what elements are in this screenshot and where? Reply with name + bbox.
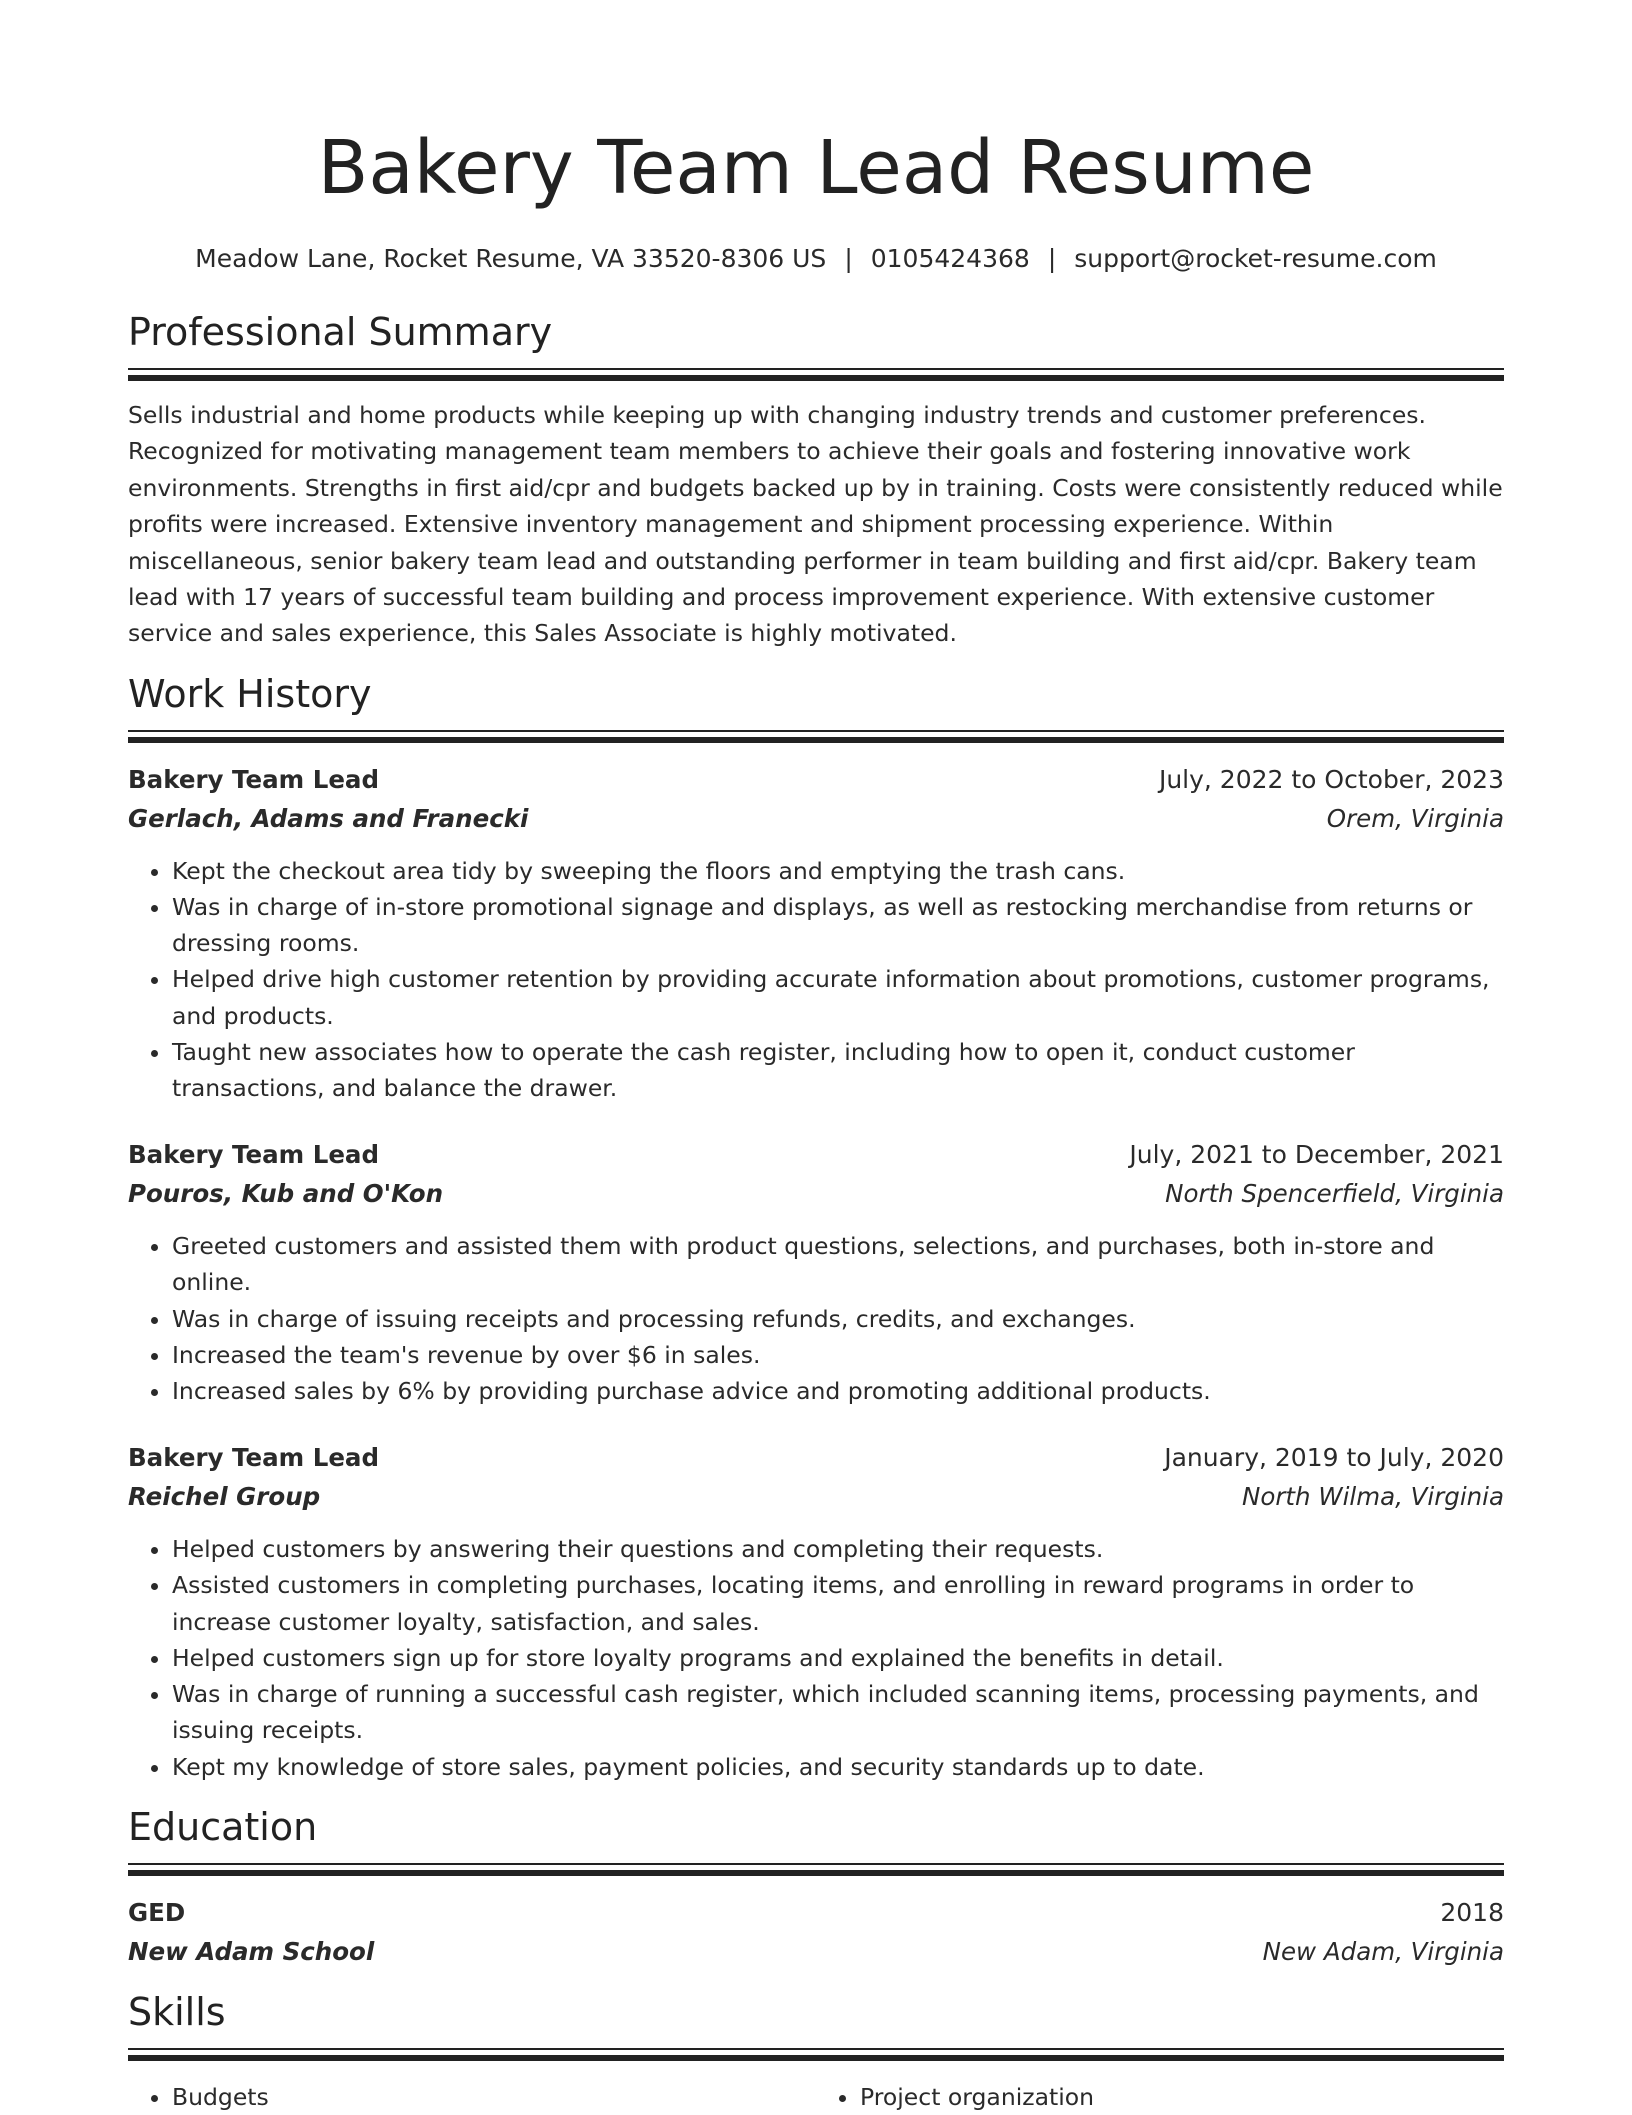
list-item: • Was in charge of issuing receipts and processing refunds, credits, and exchanges. [172, 1301, 1504, 1337]
job-bullets [128, 853, 1504, 1106]
list-item: • Greeted customers and assisted them with product questions, selections, and purchases, both in-store and online. [172, 1228, 1504, 1300]
education-degree: GED [128, 1897, 186, 1927]
work-history-section [128, 670, 1504, 1785]
summary-text: Sells industrial and home products while keeping up with changing industry trends and customer preferences. Recognized for motivating management team members to achieve their goals and fostering innovative work environments. Strengths in first aid/cpr and budgets backed up by in training. Costs were consistently reduced while profits were increased. Extensive inventory management and shipment processing experience. Within miscellaneous, senior bakery team lead and outstanding performer in team building and first aid/cpr. Bakery team lead with 17 years of successful team building and process improvement experience. With extensive customer service and sales experience, this Sales Associate is highly motivated. [128, 401, 1503, 648]
job-dates: January, 2019 to July, 2020 [1164, 1443, 1504, 1473]
list-item: • Increased sales by 6% by providing purchase advice and promoting additional products. [172, 1373, 1504, 1409]
education-entry [128, 1894, 1504, 1972]
list-item: • Increased the team's revenue by over $6 in sales. [172, 1337, 1504, 1373]
job-title: Bakery Team Lead [128, 1140, 380, 1170]
list-item: • Kept my knowledge of store sales, payment policies, and security standards up to date. [172, 1749, 1504, 1785]
list-item: • Helped customers by answering their questions and completing their requests. [172, 1531, 1504, 1567]
section-divider [128, 730, 1504, 743]
skills-column-left [128, 2079, 816, 2115]
list-item: • Kept the checkout area tidy by sweeping the floors and emptying the trash cans. [172, 853, 1504, 889]
list-item: • Assisted customers in completing purchases, locating items, and enrolling in reward programs in order to increase customer loyalty, satisfaction, and sales. [172, 1567, 1504, 1639]
education-school: New Adam School [128, 1936, 375, 1966]
resume-title: Bakery Team Lead Resume [317, 125, 1315, 211]
job-dates: July, 2021 to December, 2021 [1129, 1140, 1504, 1170]
contact-phone: 0105424368 [870, 244, 1030, 273]
education-heading: Education [128, 1804, 318, 1849]
job-location: North Spencerfield, Virginia [1165, 1179, 1504, 1209]
education-section [128, 1803, 1504, 1972]
education-year: 2018 [1440, 1897, 1504, 1927]
skills-section [128, 1988, 1504, 2115]
summary-heading: Professional Summary [128, 310, 553, 354]
job-bullets [128, 1228, 1504, 1409]
job-location: North Wilma, Virginia [1242, 1482, 1504, 1512]
job-entry [128, 1136, 1504, 1409]
section-divider [128, 2048, 1504, 2061]
skills-list [128, 2079, 1504, 2115]
education-location: New Adam, Virginia [1262, 1936, 1504, 1966]
list-item: • Was in charge of in-store promotional signage and displays, as well as restocking merchandise from returns or dressing rooms. [172, 889, 1504, 961]
job-title: Bakery Team Lead [128, 1443, 380, 1473]
contact-email: support@rocket-resume.com [1074, 244, 1437, 273]
job-company: Gerlach, Adams and Franecki [128, 803, 529, 833]
list-item: • Helped drive high customer retention by providing accurate information about promotions, customer programs, and products. [172, 961, 1504, 1033]
contact-separator: | [844, 244, 853, 273]
job-entry [128, 1439, 1504, 1784]
skills-heading: Skills [128, 1989, 226, 2034]
job-title: Bakery Team Lead [128, 764, 380, 794]
contact-separator: | [1047, 244, 1057, 273]
list-item: • Taught new associates how to operate the cash register, including how to open it, conduct customer transactions, and balance the drawer. [172, 1034, 1504, 1106]
contact-address: Meadow Lane, Rocket Resume, VA 33520-8306 US [195, 244, 827, 273]
work-history-heading: Work History [128, 671, 372, 716]
section-divider [128, 368, 1504, 381]
skills-column-right [816, 2079, 1504, 2115]
list-item: • Helped customers sign up for store loyalty programs and explained the benefits in detail. [172, 1640, 1504, 1676]
job-company: Reichel Group [128, 1482, 321, 1512]
job-company: Pouros, Kub and O'Kon [128, 1179, 444, 1209]
job-bullets [128, 1531, 1504, 1784]
list-item: • Was in charge of running a successful cash register, which included scanning items, processing payments, and issuing receipts. [172, 1676, 1504, 1748]
job-dates: July, 2022 to October, 2023 [1158, 764, 1504, 794]
list-item: • Budgets [172, 2079, 816, 2115]
list-item: • Project organization [860, 2079, 1504, 2115]
job-location: Orem, Virginia [1326, 803, 1504, 833]
summary-section [128, 308, 1504, 652]
section-divider [128, 1863, 1504, 1876]
contact-line [128, 242, 1504, 276]
job-entry [128, 761, 1504, 1106]
